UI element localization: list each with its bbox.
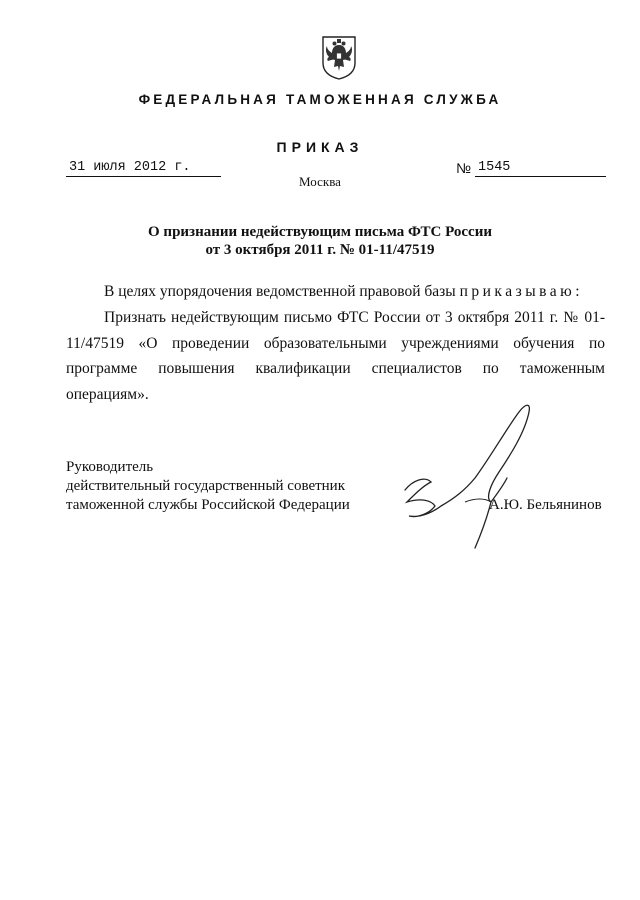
order-number: 1545 bbox=[475, 160, 606, 177]
signatory-line-1: Руководитель bbox=[66, 459, 154, 475]
order-date: 31 июля 2012 г. bbox=[66, 160, 221, 177]
signatory-line-2: действительный государственный советник bbox=[66, 478, 346, 494]
paragraph-1 bbox=[66, 279, 605, 305]
title-line-1: О признании недействующим письма ФТС России bbox=[148, 224, 492, 240]
title-line-2: от 3 октября 2011 г. № 01-11/47519 bbox=[205, 242, 435, 258]
order-word: приказываю: bbox=[459, 283, 584, 300]
signer-name: А.Ю. Бельянинов bbox=[489, 497, 602, 513]
signatory-title bbox=[66, 458, 350, 515]
city: Москва bbox=[299, 174, 341, 189]
document-title bbox=[0, 223, 640, 259]
number-sign: № bbox=[456, 160, 472, 176]
handwritten-signature bbox=[395, 398, 570, 550]
paragraph-1-text: В целях упорядочения ведомственной правовой базы bbox=[104, 283, 456, 300]
coat-of-arms-icon bbox=[317, 33, 361, 81]
paragraph-2: Признать недействующим письмо ФТС России от 3 октября 2011 г. № 01-11/47519 «О проведении образовательными учреждениями обучения по программе повышения квалификации специалистов по таможенным операциям». bbox=[66, 309, 605, 403]
agency-name: ФЕДЕРАЛЬНАЯ ТАМОЖЕННАЯ СЛУЖБА bbox=[138, 92, 502, 107]
document-type: ПРИКАЗ bbox=[276, 139, 364, 155]
signatory-line-3: таможенной службы Российской Федерации bbox=[66, 497, 350, 513]
